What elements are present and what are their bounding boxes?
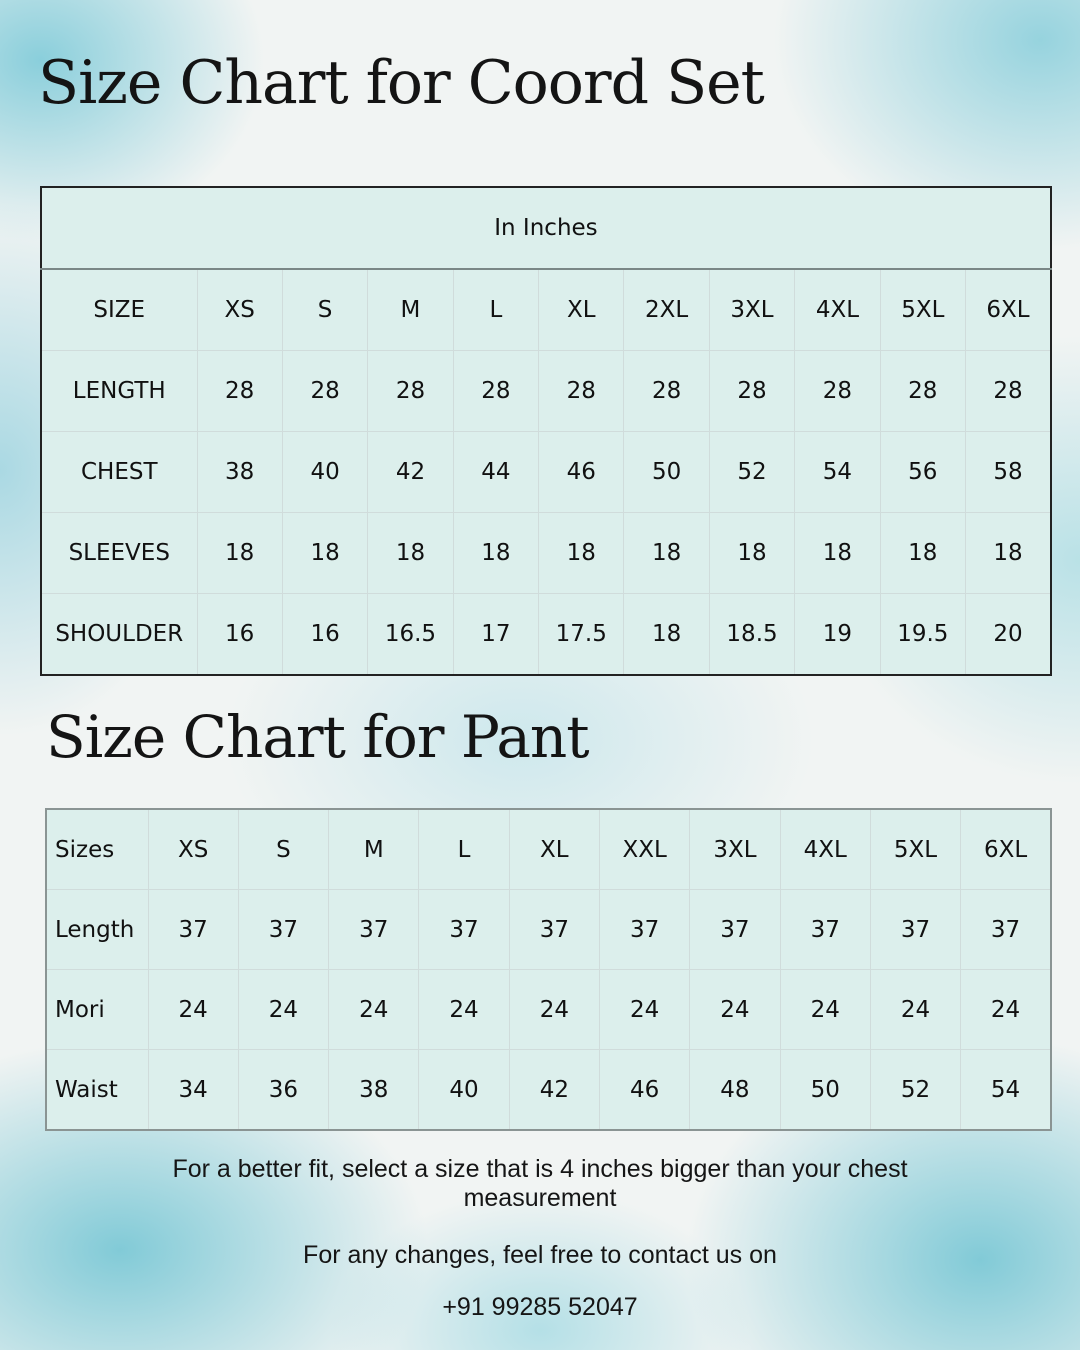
pant-cell: 24 <box>148 970 238 1050</box>
coord-cell: 19 <box>795 594 880 676</box>
coord-cell: 17.5 <box>539 594 624 676</box>
coord-size-header: 3XL <box>709 269 794 351</box>
pant-cell: 50 <box>780 1050 870 1131</box>
pant-cell: 37 <box>961 890 1051 970</box>
coord-header-row <box>41 269 1051 351</box>
pant-size-header: 4XL <box>780 809 870 890</box>
coord-set-size-table <box>40 186 1052 676</box>
pant-cell: 38 <box>329 1050 419 1131</box>
pant-row <box>46 890 1051 970</box>
coord-size-header: 5XL <box>880 269 965 351</box>
contact-text: For any changes, feel free to contact us on <box>303 1241 777 1269</box>
pant-size-header: 6XL <box>961 809 1051 890</box>
coord-cell: 16.5 <box>368 594 453 676</box>
pant-cell: 24 <box>419 970 509 1050</box>
coord-cell: 18 <box>709 513 794 594</box>
pant-cell: 37 <box>148 890 238 970</box>
coord-cell: 18.5 <box>709 594 794 676</box>
pant-cell: 37 <box>599 890 689 970</box>
pant-cell: 24 <box>238 970 328 1050</box>
coord-cell: 17 <box>453 594 538 676</box>
pant-row-label: Waist <box>46 1050 148 1131</box>
pant-cell: 24 <box>599 970 689 1050</box>
coord-row-label: SLEEVES <box>41 513 197 594</box>
pant-size-header: 5XL <box>870 809 960 890</box>
pant-title: Size Chart for Pant <box>46 703 589 771</box>
pant-size-header: 3XL <box>690 809 780 890</box>
coord-row <box>41 351 1051 432</box>
coord-size-header: 6XL <box>966 269 1051 351</box>
coord-row-label: SHOULDER <box>41 594 197 676</box>
coord-cell: 28 <box>624 351 709 432</box>
pant-cell: 37 <box>870 890 960 970</box>
coord-cell: 42 <box>368 432 453 513</box>
coord-cell: 54 <box>795 432 880 513</box>
pant-cell: 37 <box>419 890 509 970</box>
coord-cell: 28 <box>197 351 282 432</box>
coord-cell: 52 <box>709 432 794 513</box>
coord-header-label: SIZE <box>41 269 197 351</box>
pant-size-header: S <box>238 809 328 890</box>
coord-row <box>41 594 1051 676</box>
pant-row-label: Length <box>46 890 148 970</box>
coord-cell: 28 <box>282 351 367 432</box>
pant-cell: 37 <box>329 890 419 970</box>
pant-size-header: L <box>419 809 509 890</box>
pant-row-label: Mori <box>46 970 148 1050</box>
coord-cell: 18 <box>624 594 709 676</box>
coord-size-header: 4XL <box>795 269 880 351</box>
coord-cell: 28 <box>453 351 538 432</box>
coord-set-title: Size Chart for Coord Set <box>38 48 764 118</box>
coord-row-label: CHEST <box>41 432 197 513</box>
pant-cell: 36 <box>238 1050 328 1131</box>
coord-cell: 28 <box>709 351 794 432</box>
pant-cell: 40 <box>419 1050 509 1131</box>
coord-cell: 18 <box>624 513 709 594</box>
pant-size-header: XS <box>148 809 238 890</box>
coord-size-header: 2XL <box>624 269 709 351</box>
coord-size-header: XS <box>197 269 282 351</box>
pant-header-label: Sizes <box>46 809 148 890</box>
coord-cell: 18 <box>453 513 538 594</box>
coord-cell: 18 <box>539 513 624 594</box>
pant-cell: 24 <box>509 970 599 1050</box>
units-label: In Inches <box>41 187 1051 269</box>
pant-cell: 37 <box>509 890 599 970</box>
coord-row-label: LENGTH <box>41 351 197 432</box>
coord-size-header: L <box>453 269 538 351</box>
coord-cell: 18 <box>282 513 367 594</box>
pant-size-table <box>45 808 1052 1131</box>
coord-cell: 18 <box>880 513 965 594</box>
pant-row <box>46 970 1051 1050</box>
pant-cell: 52 <box>870 1050 960 1131</box>
coord-row <box>41 432 1051 513</box>
coord-cell: 28 <box>795 351 880 432</box>
pant-cell: 24 <box>780 970 870 1050</box>
coord-cell: 18 <box>795 513 880 594</box>
pant-cell: 24 <box>961 970 1051 1050</box>
pant-size-header: XL <box>509 809 599 890</box>
pant-size-header: M <box>329 809 419 890</box>
pant-row <box>46 1050 1051 1131</box>
pant-cell: 37 <box>780 890 870 970</box>
coord-cell: 16 <box>197 594 282 676</box>
coord-cell: 50 <box>624 432 709 513</box>
coord-cell: 19.5 <box>880 594 965 676</box>
coord-cell: 20 <box>966 594 1051 676</box>
fit-tip-text: For a better fit, select a size that is 4 inches bigger than your chest measurement <box>172 1155 908 1212</box>
coord-cell: 18 <box>368 513 453 594</box>
coord-cell: 46 <box>539 432 624 513</box>
pant-cell: 42 <box>509 1050 599 1131</box>
pant-cell: 24 <box>329 970 419 1050</box>
coord-size-header: M <box>368 269 453 351</box>
pant-cell: 37 <box>690 890 780 970</box>
coord-size-header: S <box>282 269 367 351</box>
pant-size-header: XXL <box>599 809 689 890</box>
coord-cell: 44 <box>453 432 538 513</box>
coord-cell: 28 <box>880 351 965 432</box>
phone-number: +91 99285 52047 <box>442 1293 638 1321</box>
coord-cell: 18 <box>197 513 282 594</box>
coord-cell: 56 <box>880 432 965 513</box>
coord-cell: 40 <box>282 432 367 513</box>
pant-header-row <box>46 809 1051 890</box>
pant-cell: 37 <box>238 890 328 970</box>
coord-cell: 28 <box>368 351 453 432</box>
coord-cell: 38 <box>197 432 282 513</box>
coord-cell: 28 <box>966 351 1051 432</box>
coord-row <box>41 513 1051 594</box>
pant-cell: 48 <box>690 1050 780 1131</box>
coord-size-header: XL <box>539 269 624 351</box>
coord-cell: 16 <box>282 594 367 676</box>
coord-cell: 28 <box>539 351 624 432</box>
coord-cell: 58 <box>966 432 1051 513</box>
pant-cell: 24 <box>870 970 960 1050</box>
coord-cell: 18 <box>966 513 1051 594</box>
pant-cell: 24 <box>690 970 780 1050</box>
units-row <box>41 187 1051 269</box>
pant-cell: 46 <box>599 1050 689 1131</box>
pant-cell: 54 <box>961 1050 1051 1131</box>
pant-cell: 34 <box>148 1050 238 1131</box>
